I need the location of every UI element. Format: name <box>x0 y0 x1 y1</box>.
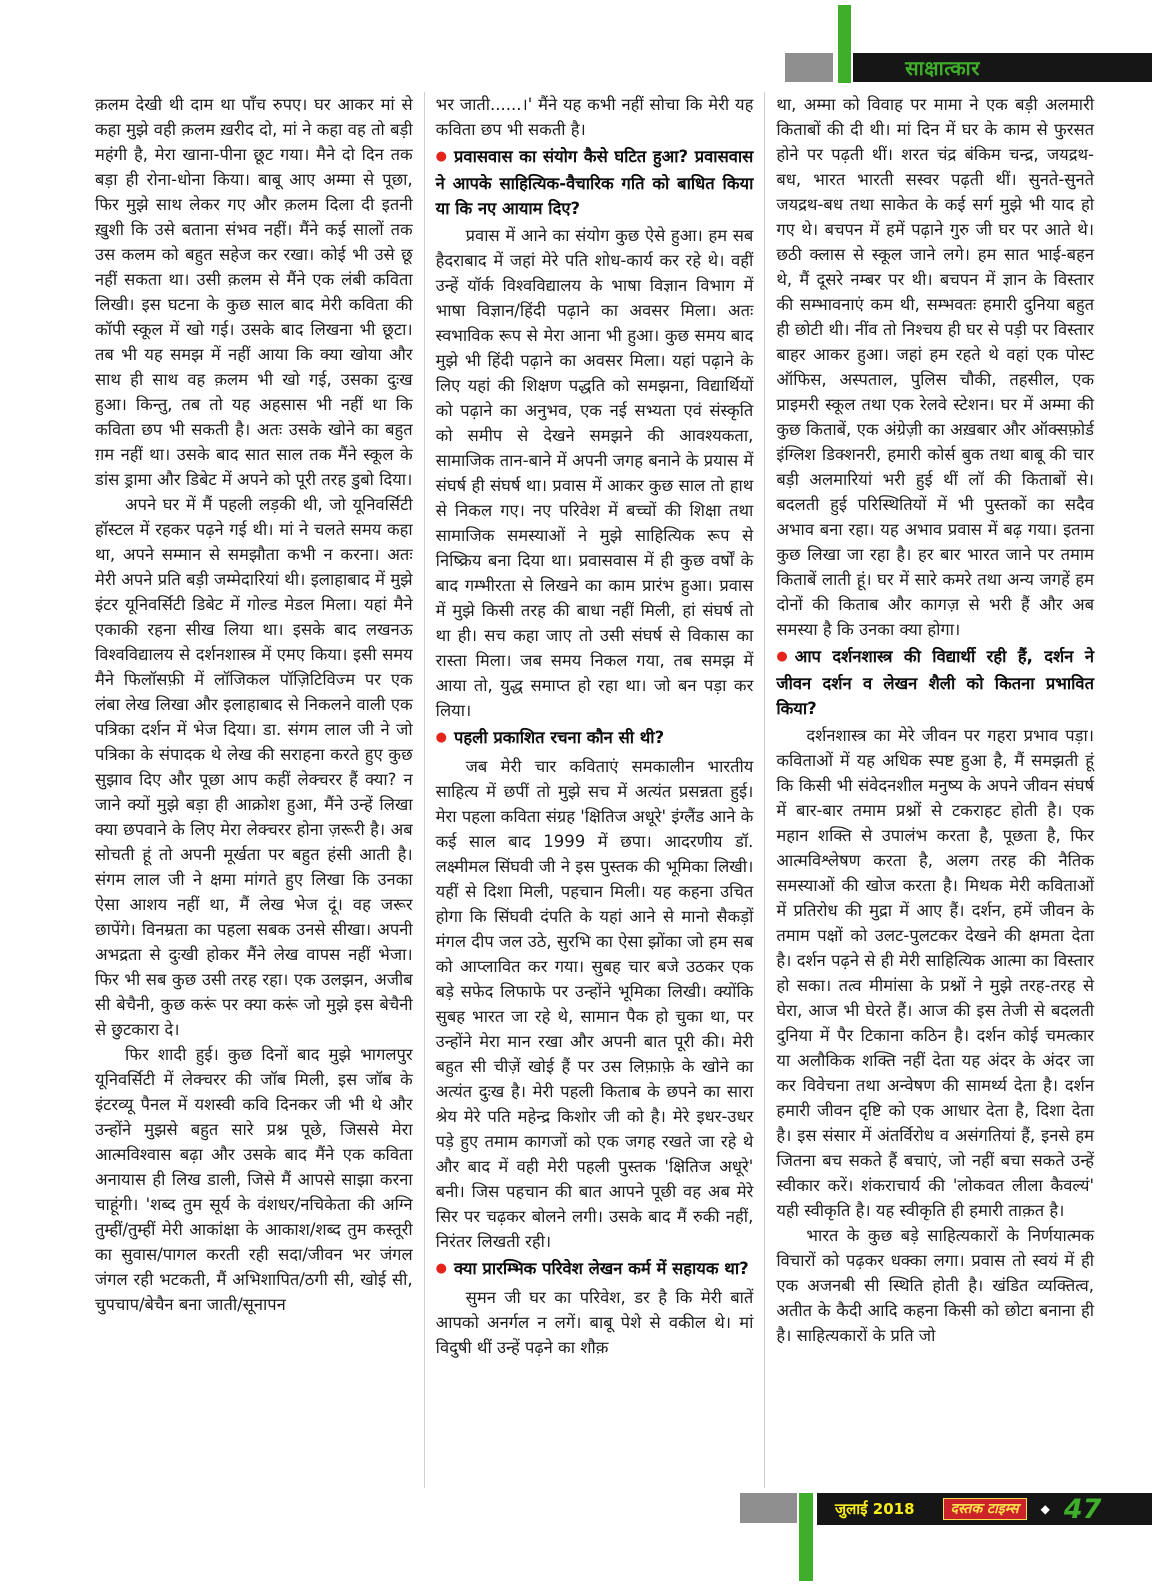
article-body <box>95 92 1094 1488</box>
section-title: साक्षात्कार <box>905 56 980 80</box>
article-paragraph: अपने घर में मैं पहली लड़की थी, जो यूनिवर्सिटी हॉस्टल में रहकर पढ़ने गई थी। मां ने चलते समय कहा था, अपने सम्मान से समझौता कभी न करना। अतः मेरी अपने प्रति बड़ी जम्मेदारियां थी। इलाहाबाद में मुझे इंटर यूनिवर्सिटी डिबेट में गोल्ड मेडल मिला। यहां मैने एकाकी रहना सीख लिया था। इसके बाद लखनऊ विश्वविद्यालय से दर्शनशास्त्र में एमए किया। इसी समय मैने फिलॉसफ़ी में लॉजिकल पॉज़िटिविज्म पर एक लंबा लेख लिखा और इलाहाबाद से निकलने वाली एक पत्रिका दर्शन में भेज दिया। डा. संगम लाल जी ने जो पत्रिका के संपादक थे लेख की सराहना करते हुए कुछ सुझाव दिए और पूछा आप कहीं लेक्चरर हैं क्या? न जाने क्यों मुझे बड़ा ही आक्रोश हुआ, मैंने उन्हें लिखा क्या छपवाने के लिए मेरा लेक्चरर होना ज़रूरी है। अब सोचती हूं तो अपनी मूर्खता पर बहुत हंसी आती है। संगम लाल जी ने क्षमा मांगते हुए लिखा कि उनका ऐसा आशय नहीं था, मैं लेख भेज दूं। वह जरूर छापेंगे। विनम्रता का पहला सबक उनसे सीखा। अपनी अभद्रता से दुःखी होकर मैंने लेख वापस नहीं भेजा। फिर भी सब कुछ उसी तरह रहा। एक उलझन, अजीब सी बेचैनी, कुछ करूं पर क्या करूं जो मुझे इस बेचैनी से छुटकारा दे। <box>95 495 413 1039</box>
interview-question <box>436 144 754 221</box>
issue-date: जुलाई 2018 <box>835 1500 915 1518</box>
article-paragraph: प्रवास में आने का संयोग कुछ ऐसे हुआ। हम सब हैदराबाद में जहां मेरे पति शोध-कार्य कर रहे थे। वहीं उन्हें यॉर्क विश्वविद्यालय के भाषा विज्ञान विभाग में भाषा विज्ञान/हिंदी पढ़ाने का अवसर मिला। अतः स्वभाविक रूप से मेरा आना भी हुआ। कुछ समय बाद मुझे भी हिंदी पढ़ाने का अवसर मिला। यहां पढ़ाने के लिए यहां की शिक्षण पद्धति को समझना, विद्यार्थियों को पढ़ाने का अनुभव, एक नई सभ्यता एवं संस्कृति को समीप से देखने समझने की आवश्यकता, सामाजिक तान-बाने में अपनी जगह बनाने के प्रयास में संघर्ष ही संघर्ष था। प्रवास में आकर कुछ साल तो हाथ से निकल गए। नए परिवेश में बच्चों की शिक्षा तथा सामाजिक समस्याओं ने मुझे साहित्यिक रूप से निष्क्रिय बना दिया था। प्रवासवास में ही कुछ वर्षों के बाद गम्भीरता से लिखने का काम प्रारंभ हुआ। प्रवास में मुझे किसी तरह की बाधा नहीं मिली, हां संघर्ष तो था ही। सच कहा जाए तो उसी संघर्ष से विकास का रास्ता मिला। जब समय निकल गया, तब समझ में आया तो, युद्ध समाप्त हो रहा था। जो बन पड़ा कर लिया। <box>435 226 754 720</box>
footer-green-bar <box>799 1493 813 1581</box>
interview-question <box>436 1256 754 1283</box>
page-number: 47 <box>1063 1493 1102 1525</box>
question-text: आप दर्शनशास्त्र की विद्यार्थी रही हैं, दर्शन ने जीवन दर्शन व लेखन शैली को कितना प्रभावित किया? <box>776 647 1095 718</box>
footer-bar <box>817 1493 1152 1525</box>
question-text: क्या प्रारम्भिक परिवेश लेखन कर्म में सहायक था? <box>454 1259 749 1278</box>
section-header-bar <box>853 53 1152 82</box>
bullet-icon: ● <box>435 730 448 745</box>
article-paragraph: था, अम्मा को विवाह पर मामा ने एक बड़ी अलमारी किताबों की दी थी। मां दिन में घर के काम से फुरसत होने पर पढ़ती थीं। शरत चंद्र बंकिम चन्द्र, जयद्रथ-बध, भारत भारती सस्वर पढ़ती थीं। सुनते-सुनते जयद्रथ-बध तथा साकेत के कई सर्ग मुझे भी याद हो गए थे। बचपन में हमें पढ़ाने गुरु जी घर पर आते थे। छठी क्लास से स्कूल जाने लगे। हम सात भाई-बहन थे, मैं दूसरे नम्बर पर थी। बचपन में ज्ञान के विस्तार की सम्भावनाएं कम थी, सम्भवतः हमारी दुनिया बहुत ही छोटी थी। नींव तो निश्चय ही घर से पड़ी पर विस्तार बाहर आकर हुआ। जहां हम रहते थे वहां एक पोस्ट ऑफिस, अस्पताल, पुलिस चौकी, तहसील, एक प्राइमरी स्कूल तथा एक रेलवे स्टेशन। घर में अम्मा की कुछ किताबें, एक अंग्रेज़ी का अख़बार और ऑक्सफ़ोर्ड इंग्लिश डिक्शनरी, हमारी कोर्स बुक तथा बाबू की चार बड़ी अलमारियां भरी हुई थीं लॉ की किताबों से। बदलती हुई परिस्थितियों में भी पुस्तकों का सदैव अभाव बना रहा। यह अभाव प्रवास में बढ़ गया। इतना कुछ लिखा जा रहा है। हर बार भारत जाने पर तमाम किताबें लाती हूं। घर में सारे कमरे तथा अन्य जगहें हम दोनों की किताब और कागज़ से भरी हैं और अब समस्या है कि उनका क्या होगा। <box>776 95 1095 639</box>
article-paragraph: दर्शनशास्त्र का मेरे जीवन पर गहरा प्रभाव पड़ा। कविताओं में यह अधिक स्पष्ट हुआ है, मैं समझती हूं कि किसी भी संवेदनशील मनुष्य के अपने जीवन संघर्ष में बार-बार तमाम प्रश्नों से टकराहट होती है। एक महान शक्ति से उपालंभ करता है, पूछता है, फिर आत्मविश्लेषण करता है, अलग तरह की नैतिक समस्याओं की खोज करता है। मिथक मेरी कविताओं में प्रतिरोध की मुद्रा में आए हैं। दर्शन, हमें जीवन के तमाम पक्षों को उलट-पुलटकर देखने की क्षमता देता है। दर्शन पढ़ने से ही मेरी साहित्यिक आत्मा का विस्तार हो सका। तत्व मीमांसा के प्रश्नों ने मुझे तरह-तरह से घेरा, आज भी घेरते हैं। आज की इस तेजी से बदलती दुनिया में पैर टिकाना कठिन है। दर्शन कोई चमत्कार या अलौकिक शक्ति नहीं देता यह अंदर के अंदर जा कर विवेचना तथा अन्वेषण की सामर्थ्य देता है। दर्शन हमारी जीवन दृष्टि को एक आधार देता है, दिशा देता है। इस संसार में अंतर्विरोध व असंगतियां हैं, इनसे हम जितना बच सकते हैं बचाएं, जो नहीं बचा सकते उन्हें स्वीकार करें। शंकराचार्य की 'लोकवत लीला कैवल्यं' यही स्वीकृति है। यह स्वीकृति ही हमारी ताक़त है। <box>776 726 1095 1220</box>
column-3 <box>764 92 1094 1488</box>
bullet-icon: ● <box>435 1261 448 1276</box>
article-paragraph: सुमन जी घर का परिवेश, डर है कि मेरी बातें आपको अनर्गल न लगें। बाबू पेशे से वकील थे। मां विदुषी थीं उन्हें पढ़ने का शौक़ <box>435 1288 754 1357</box>
article-paragraph: भारत के कुछ बड़े साहित्यकारों के निर्णयात्मक विचारों को पढ़कर धक्का लगा। प्रवास तो स्वयं में ही एक अजनबी सी स्थिति होती है। खंडित व्यक्तित्व, अतीत के कैदी आदि कहना किसी को छोटा बनाना ही है। साहित्यकारों के प्रति जो <box>776 1226 1095 1345</box>
bullet-icon: ● <box>776 649 788 664</box>
interview-question <box>776 644 1094 721</box>
article-paragraph: फिर शादी हुई। कुछ दिनों बाद मुझे भागलपुर यूनिवर्सिटी में लेक्चरर की जॉब मिली, इस जॉब के इंटरव्यू पैनल में यशस्वी कवि दिनकर जी भी थे और उन्होंने मुझसे बहुत सारे प्रश्न पूछे, जिससे मेरा आत्मविश्वास बढ़ा और उसके बाद मैंने एक कविता अनायास ही लिख डाली, जिसे मैं आपसे साझा करना चाहूंगी। 'शब्द तुम सूर्य के वंशधर/नचिकेता की अग्नि तुम्हीं/तुम्हीं मेरी आकांक्षा के आकाश/शब्द तुम कस्तूरी का सुवास/पागल करती रही सदा/जीवन भर जंगल जंगल रही भटकती, मैं अभिशापित/ठगी सी, खोई सी, चुपचाप/बेचैन बना जाती/सूनापन <box>95 1045 413 1314</box>
header-gray-block <box>785 53 833 82</box>
column-1 <box>95 92 413 1488</box>
interview-question <box>436 725 754 752</box>
magazine-logo: दस्तक टाइम्स <box>943 1498 1027 1520</box>
article-paragraph: क़लम देखी थी दाम था पाँच रुपए। घर आकर मां से कहा मुझे वही क़लम ख़रीद दो, मां ने कहा वह तो बड़ी महंगी है, मेरा खाना-पीना छूट गया। मैने दो दिन तक बड़ा ही रोना-धोना किया। बाबू आए अम्मा से पूछा, फिर मुझे साथ लेकर गए और क़लम दिला दी इतनी ख़ुशी कि उसे बताना संभव नहीं। मैंने कई सालों तक उस कलम को बहुत सहेज कर रखा। कोई भी उसे छू नहीं सकता था। उसी क़लम से मैंने एक लंबी कविता लिखी। इस घटना के कुछ साल बाद मेरी कविता की कॉपी स्कूल में खो गई। उसके बाद लिखना भी छूटा। तब भी यह समझ में नहीं आया कि क्या खोया और साथ ही साथ वह क़लम भी खो गई, उसका दुःख हुआ। किन्तु, तब तो यह अहसास भी नहीं था कि कविता छप भी सकती है। अतः उसके खोने का बहुत ग़म नहीं था। उसके बाद सात साल तक मैंने स्कूल के डांस ड्रामा और डिबेट में अपने को पूरी तरह डुबो दिया। <box>95 95 413 489</box>
question-text: प्रवासवास का संयोग कैसे घटित हुआ? प्रवासवास ने आपके साहित्यिक-वैचारिक गति को बाधित किया या कि नए आयाम दिए? <box>435 147 754 218</box>
column-2 <box>424 92 754 1488</box>
question-text: पहली प्रकाशित रचना कौन सी थी? <box>454 728 665 747</box>
header-green-bar <box>838 5 851 83</box>
bullet-icon: ● <box>435 149 448 164</box>
article-paragraph: जब मेरी चार कविताएं समकालीन भारतीय साहित्य में छपीं तो मुझे सच में अत्यंत प्रसन्नता हुई। मेरा पहला कविता संग्रह 'क्षितिज अधूरे' इंग्लैंड आने के कई साल बाद 1999 में छपा। आदरणीय डॉ. लक्ष्मीमल सिंघवी जी ने इस पुस्तक की भूमिका लिखी। यहीं से दिशा मिली, पहचान मिली। यह कहना उचित होगा कि सिंघवी दंपति के यहां आने से मानो सैकड़ों मंगल दीप जल उठे, सुरभि का ऐसा झोंका जो हम सब को आप्लावित कर गया। सुबह चार बजे उठकर एक बड़े सफेद लिफाफे पर उन्होंने भूमिका लिखी। क्योंकि सुबह भारत जा रहे थे, सामान पैक हो चुका था, पर उन्होंने मेरा मान रखा और अपनी बात पूरी की। मेरी बहुत सी चीज़ें खोई हैं पर उस लिफ़ाफ़े के खोने का अत्यंत दुःख है। मेरी पहली किताब के छपने का सारा श्रेय मेरे पति महेन्द्र किशोर जी को है। मेरे इधर-उधर पड़े हुए तमाम कागजों को एक जगह रखते जा रहे थे और बाद में वही मेरी पहली पुस्तक 'क्षितिज अधूरे' बनी। जिस पहचान की बात आपने पूछी वह अब मेरे सिर पर चढ़कर बोलने लगी। उसके बाद मैं रुकी नहीं, निरंतर लिखती रही। <box>435 757 754 1251</box>
article-paragraph: भर जाती......।' मैंने यह कभी नहीं सोचा कि मेरी यह कविता छप भी सकती है। <box>435 95 754 139</box>
footer-gray-block <box>740 1493 797 1523</box>
diamond-icon: ◆ <box>1040 1502 1050 1516</box>
